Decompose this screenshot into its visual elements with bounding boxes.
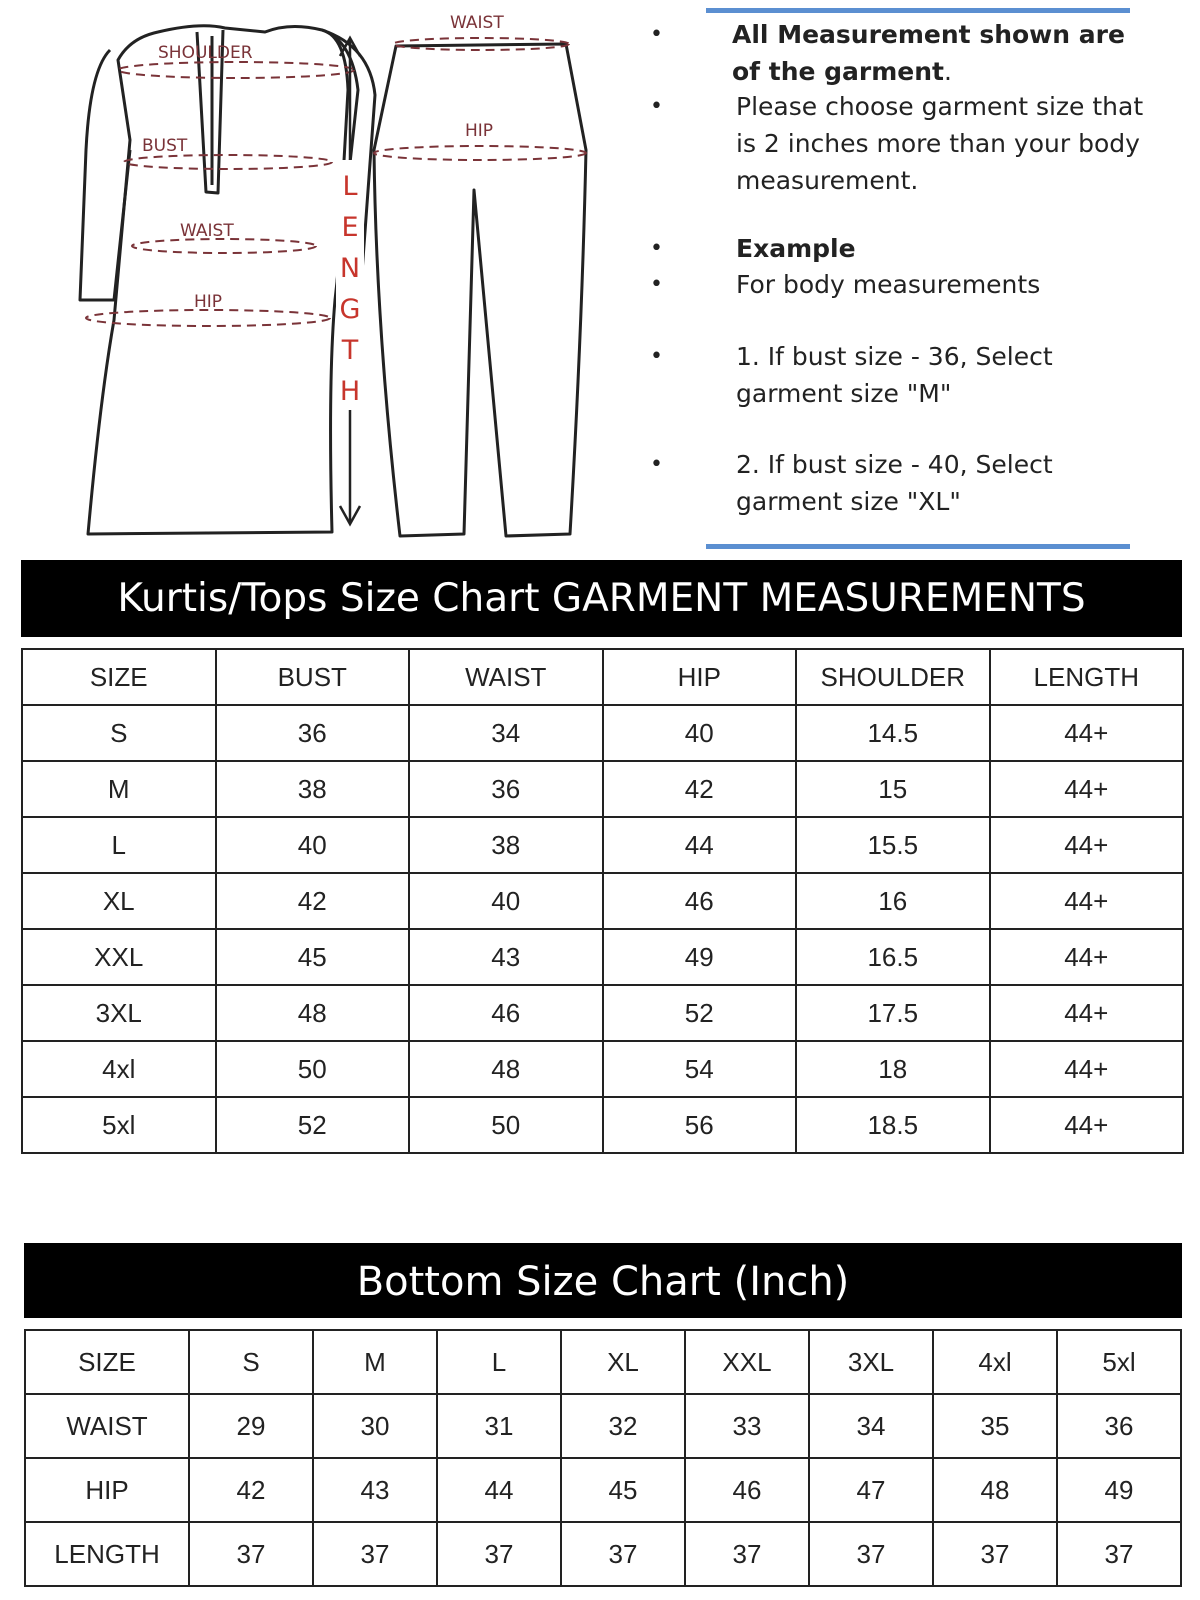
column-header: 3XL — [809, 1330, 933, 1394]
table-cell: 15.5 — [796, 817, 990, 873]
kurti-waist-label: WAIST — [180, 221, 234, 241]
table-row — [25, 1394, 1181, 1458]
table-cell: 4xl — [22, 1041, 216, 1097]
table-row — [25, 1522, 1181, 1586]
notes-top-divider — [706, 8, 1130, 13]
column-header: 5xl — [1057, 1330, 1181, 1394]
table-cell: 48 — [216, 985, 410, 1041]
column-header: WAIST — [409, 649, 603, 705]
table-cell: 46 — [409, 985, 603, 1041]
table-cell: 45 — [216, 929, 410, 985]
table-cell: 5xl — [22, 1097, 216, 1153]
length-letter: H — [339, 376, 361, 407]
table-cell: 37 — [933, 1522, 1057, 1586]
column-header: SIZE — [22, 649, 216, 705]
table-cell: 44 — [603, 817, 797, 873]
table-cell: 46 — [685, 1458, 809, 1522]
table-cell: 56 — [603, 1097, 797, 1153]
table-cell: 44+ — [990, 1097, 1184, 1153]
table-cell: 48 — [409, 1041, 603, 1097]
table-cell: 44+ — [990, 705, 1184, 761]
table-cell: 43 — [409, 929, 603, 985]
table-cell: 44+ — [990, 929, 1184, 985]
column-header: HIP — [603, 649, 797, 705]
column-header: XXL — [685, 1330, 809, 1394]
table-cell: 40 — [216, 817, 410, 873]
note-text: 2. If bust size - 40, Select garment size "XL" — [736, 450, 1053, 516]
table-cell: 54 — [603, 1041, 797, 1097]
table-cell: 17.5 — [796, 985, 990, 1041]
table-cell: XL — [22, 873, 216, 929]
table-cell: L — [22, 817, 216, 873]
length-letter: N — [339, 253, 361, 284]
table-cell: 35 — [933, 1394, 1057, 1458]
pant-measure-lines — [374, 38, 586, 160]
table-cell: M — [22, 761, 216, 817]
length-letter: T — [341, 335, 359, 366]
pant-outline — [374, 44, 586, 536]
note-bold: All Measurement shown are of the garment — [732, 20, 1125, 86]
table-header-row — [22, 649, 1183, 705]
table-cell: 46 — [603, 873, 797, 929]
column-header: L — [437, 1330, 561, 1394]
column-header: LENGTH — [990, 649, 1184, 705]
kurti-size-table — [21, 648, 1184, 1154]
column-header: XL — [561, 1330, 685, 1394]
table-cell: 42 — [603, 761, 797, 817]
table-cell: 44+ — [990, 873, 1184, 929]
table-row — [22, 985, 1183, 1041]
table-cell: 42 — [216, 873, 410, 929]
table-cell: 45 — [561, 1458, 685, 1522]
bust-label: BUST — [142, 136, 188, 156]
table-cell: 38 — [216, 761, 410, 817]
table-cell: 14.5 — [796, 705, 990, 761]
column-header: S — [189, 1330, 313, 1394]
table-cell: 16.5 — [796, 929, 990, 985]
table-row — [22, 873, 1183, 929]
table-cell: 37 — [1057, 1522, 1181, 1586]
table-cell: 34 — [409, 705, 603, 761]
bullet-icon: • — [650, 272, 663, 297]
note-text: . — [944, 57, 952, 86]
note-text: Please choose garment size that is 2 inches more than your body measurement. — [736, 92, 1144, 195]
notes-bottom-divider — [706, 544, 1130, 549]
table-cell: 18.5 — [796, 1097, 990, 1153]
table-row — [25, 1458, 1181, 1522]
table-cell: 50 — [216, 1041, 410, 1097]
table-cell: 49 — [603, 929, 797, 985]
table-row — [22, 1097, 1183, 1153]
pant-hip-label: HIP — [465, 121, 494, 141]
table-cell: 44+ — [990, 1041, 1184, 1097]
table-cell: 37 — [313, 1522, 437, 1586]
table-cell: 37 — [809, 1522, 933, 1586]
bullet-icon: • — [650, 236, 663, 261]
table-cell: 34 — [809, 1394, 933, 1458]
table-cell: 36 — [216, 705, 410, 761]
table-cell: 50 — [409, 1097, 603, 1153]
table-cell: 44+ — [990, 985, 1184, 1041]
table-cell: 52 — [603, 985, 797, 1041]
table-cell: 49 — [1057, 1458, 1181, 1522]
table-row — [22, 1041, 1183, 1097]
length-letter: G — [339, 294, 361, 325]
table-cell: HIP — [25, 1458, 189, 1522]
table-header-row — [25, 1330, 1181, 1394]
kurti-chart-title: Kurtis/Tops Size Chart GARMENT MEASUREMENTS — [21, 560, 1182, 637]
table-row — [22, 929, 1183, 985]
table-cell: WAIST — [25, 1394, 189, 1458]
table-row — [22, 761, 1183, 817]
bullet-icon: • — [650, 344, 663, 369]
table-cell: 44 — [437, 1458, 561, 1522]
table-cell: 37 — [561, 1522, 685, 1586]
column-header: 4xl — [933, 1330, 1057, 1394]
garment-measurement-illustration — [60, 0, 620, 550]
table-cell: LENGTH — [25, 1522, 189, 1586]
table-cell: 36 — [409, 761, 603, 817]
table-cell: 30 — [313, 1394, 437, 1458]
table-cell: 32 — [561, 1394, 685, 1458]
table-cell: 29 — [189, 1394, 313, 1458]
bottom-size-table — [24, 1329, 1182, 1587]
table-cell: 37 — [189, 1522, 313, 1586]
note-bold: Example — [736, 234, 856, 263]
table-cell: S — [22, 705, 216, 761]
column-header: SHOULDER — [796, 649, 990, 705]
kurti-outline — [80, 26, 375, 534]
table-cell: 52 — [216, 1097, 410, 1153]
note-text: 1. If bust size - 36, Select garment size "M" — [736, 342, 1053, 408]
pant-waist-label: WAIST — [450, 13, 504, 33]
table-cell: 42 — [189, 1458, 313, 1522]
table-cell: 48 — [933, 1458, 1057, 1522]
bullet-icon: • — [650, 94, 663, 119]
table-cell: 44+ — [990, 761, 1184, 817]
table-cell: 37 — [685, 1522, 809, 1586]
table-row — [22, 705, 1183, 761]
table-cell: 37 — [437, 1522, 561, 1586]
table-cell: 18 — [796, 1041, 990, 1097]
table-cell: 40 — [603, 705, 797, 761]
table-cell: 33 — [685, 1394, 809, 1458]
size-guide-notes — [650, 0, 1170, 555]
table-cell: 31 — [437, 1394, 561, 1458]
table-cell: 3XL — [22, 985, 216, 1041]
note-text: For body measurements — [736, 270, 1041, 299]
bullet-icon: • — [650, 452, 663, 477]
table-cell: 16 — [796, 873, 990, 929]
table-cell: 44+ — [990, 817, 1184, 873]
table-cell: 47 — [809, 1458, 933, 1522]
length-vertical-label — [336, 160, 364, 410]
table-cell: 15 — [796, 761, 990, 817]
table-row — [22, 817, 1183, 873]
bullet-icon: • — [650, 22, 663, 47]
bottom-chart-title: Bottom Size Chart (Inch) — [24, 1243, 1182, 1318]
table-cell: 36 — [1057, 1394, 1181, 1458]
length-letter: L — [342, 171, 358, 202]
column-header: SIZE — [25, 1330, 189, 1394]
table-cell: 38 — [409, 817, 603, 873]
table-cell: 43 — [313, 1458, 437, 1522]
column-header: M — [313, 1330, 437, 1394]
column-header: BUST — [216, 649, 410, 705]
length-letter: E — [341, 212, 359, 243]
kurti-hip-label: HIP — [194, 292, 223, 312]
shoulder-label: SHOULDER — [158, 43, 253, 63]
table-cell: 40 — [409, 873, 603, 929]
table-cell: XXL — [22, 929, 216, 985]
